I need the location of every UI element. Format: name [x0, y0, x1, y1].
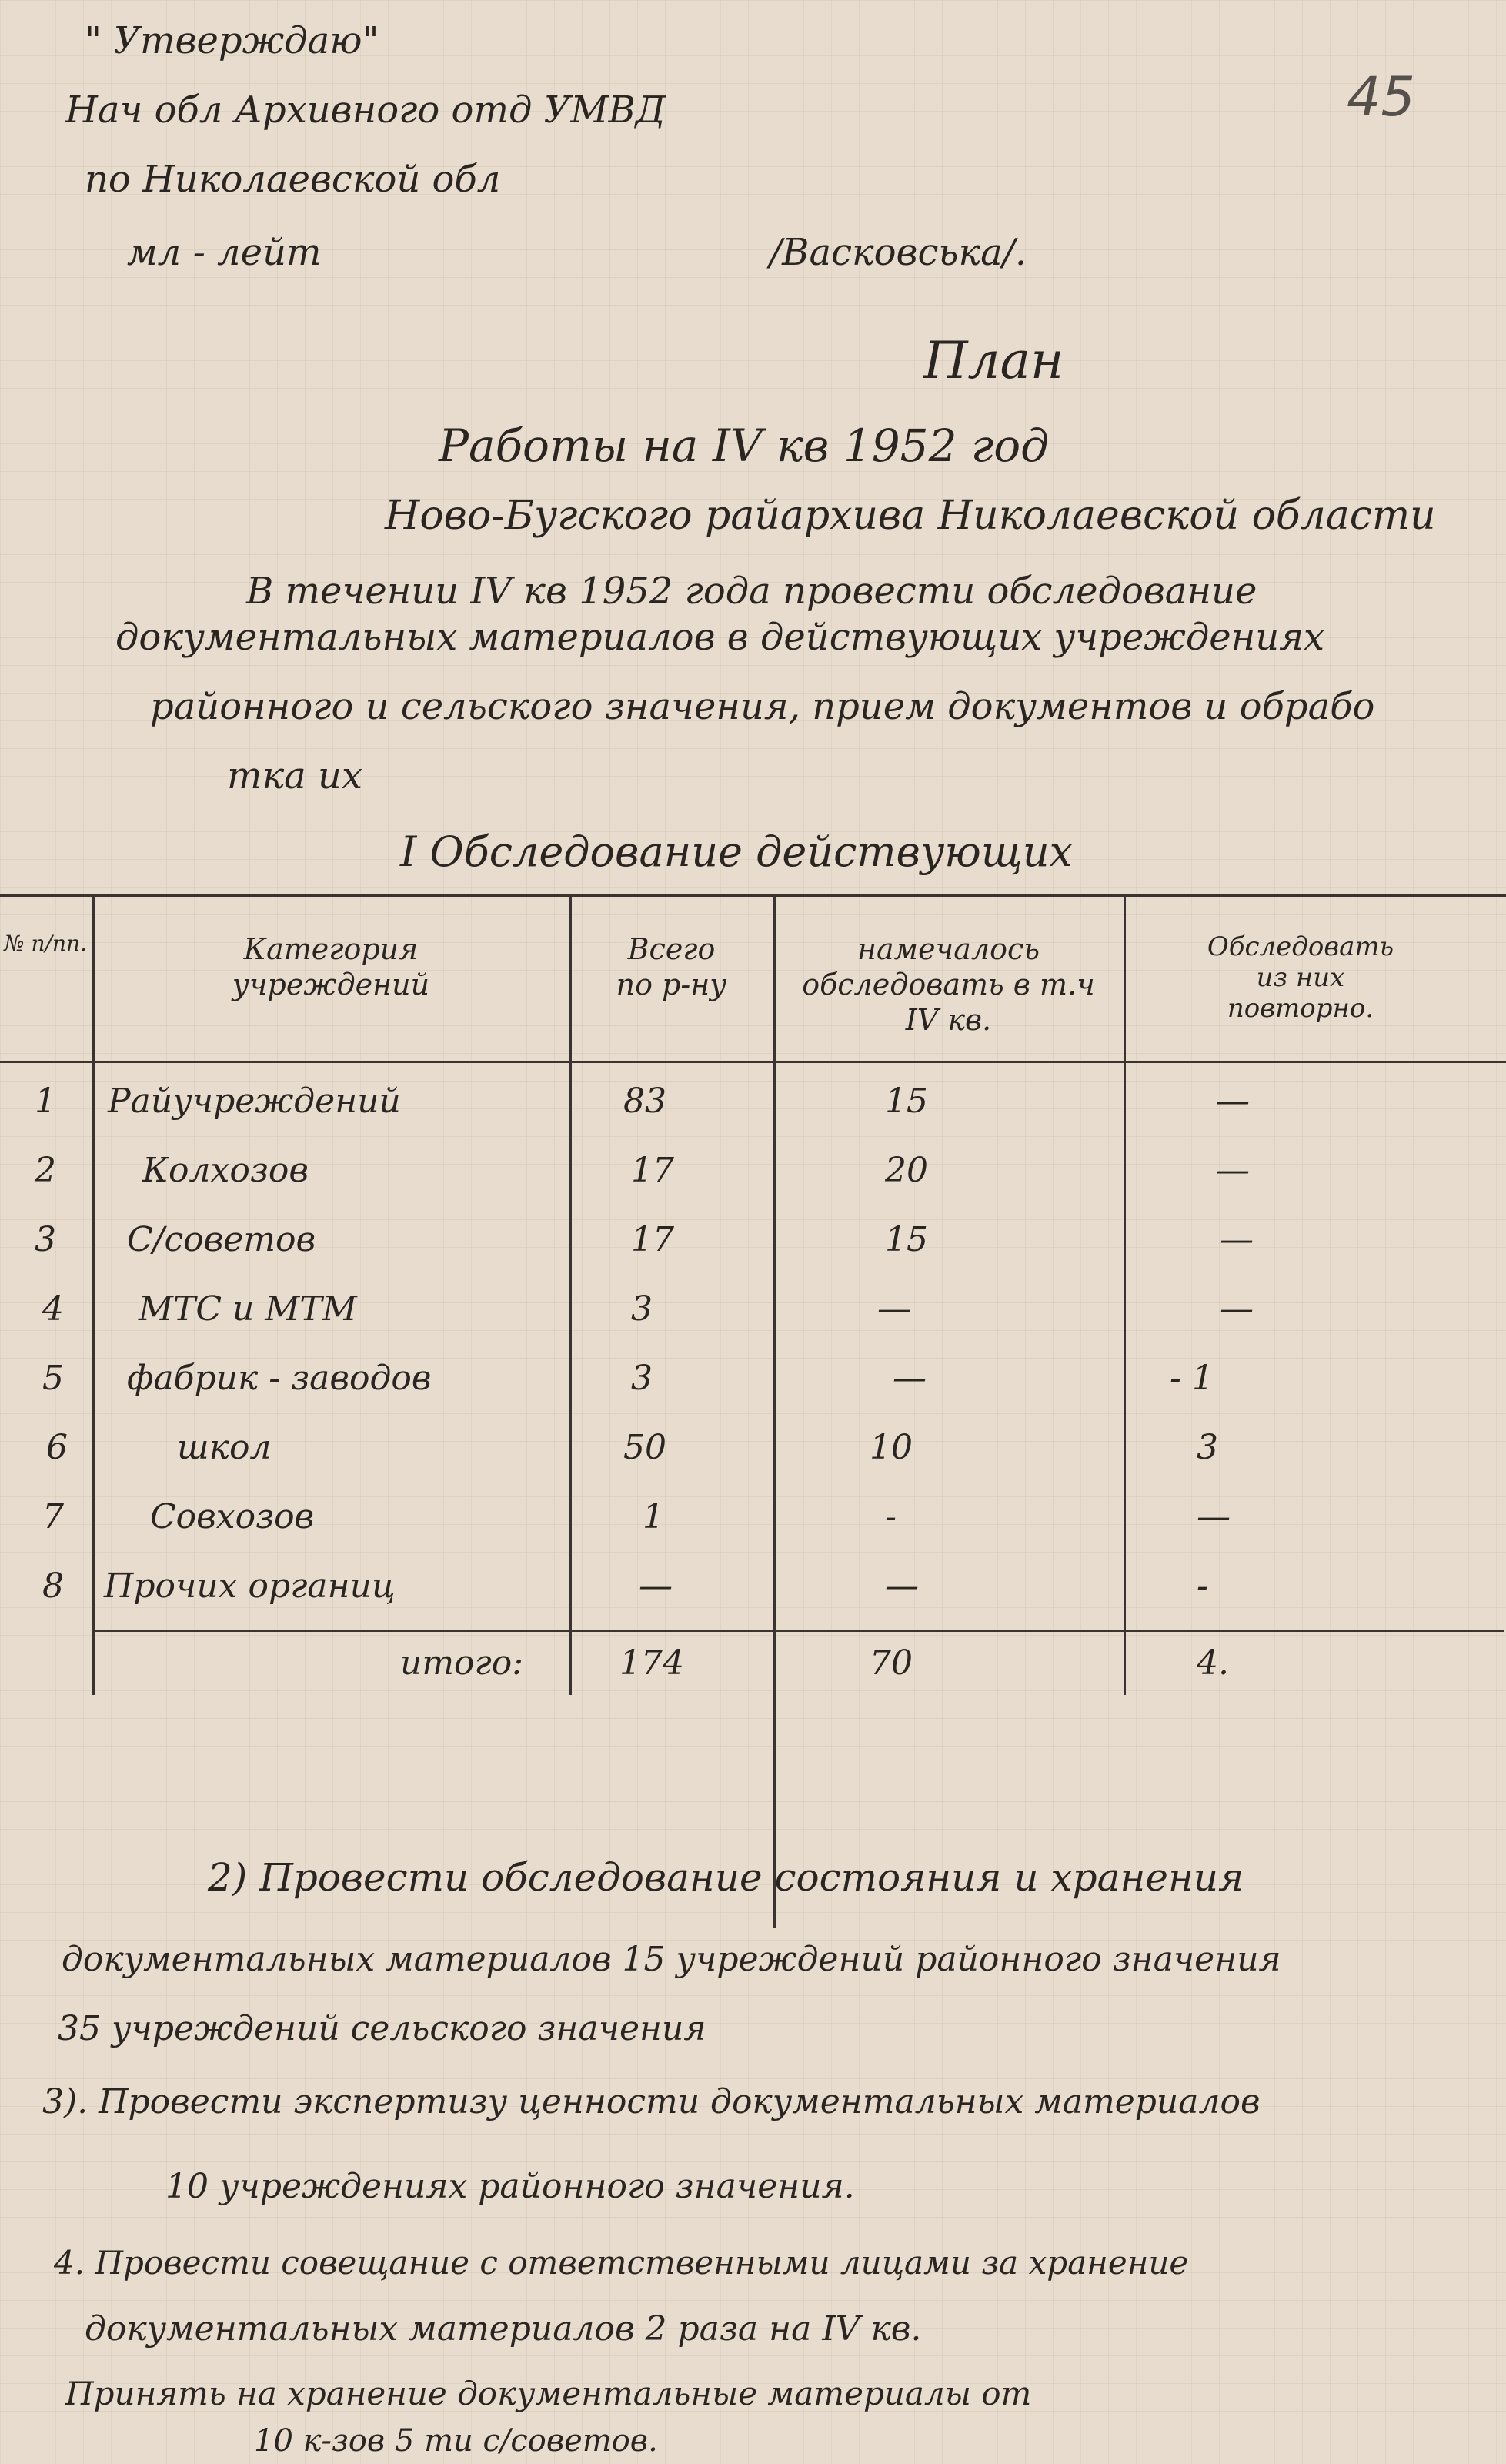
- row-4-category: МТС и МТМ: [139, 1289, 357, 1329]
- document-title: План: [923, 331, 1064, 390]
- row-8-planned: —: [885, 1566, 919, 1606]
- row-5-planned: —: [893, 1359, 927, 1398]
- item-2-line-3: 35 учреждений сельского значения: [58, 2009, 706, 2048]
- table-divider-4: [1124, 897, 1126, 1695]
- row-5-total: 3: [631, 1359, 653, 1398]
- row-1-total: 83: [623, 1082, 666, 1121]
- table-top-border: [0, 894, 1506, 897]
- item-2-line-1: 2) Провести обследование состояния и хранения: [208, 1855, 1244, 1900]
- item-3-line-2: 10 учреждениях районного значения.: [165, 2167, 855, 2206]
- item-2-line-2: документальных материалов 15 учреждений районного значения: [62, 1940, 1281, 1979]
- row-1-category: Райучреждений: [108, 1082, 401, 1121]
- item-4-line-2: документальных материалов 2 раза на IV кв.: [85, 2309, 922, 2349]
- header-number: № п/пп.: [4, 931, 87, 956]
- item-5-line-1: Принять на хранение документальные материалы от: [65, 2375, 1032, 2412]
- item-3-line-1: 3). Провести экспертизу ценности документальных материалов: [42, 2082, 1261, 2121]
- row-3-planned: 15: [885, 1220, 928, 1259]
- row-6-number: 6: [46, 1428, 68, 1467]
- approval-heading: " Утверждаю": [85, 19, 379, 62]
- approval-rank: мл - лейт: [127, 231, 322, 274]
- row-6-inspect: 3: [1197, 1428, 1218, 1467]
- row-8-inspect: -: [1197, 1566, 1208, 1606]
- page-number: 45: [1347, 65, 1416, 129]
- total-total: 174: [619, 1643, 684, 1683]
- row-2-number: 2: [35, 1151, 56, 1190]
- header-planned: намечалось обследовать в т.ч IV кв.: [802, 932, 1095, 1037]
- row-4-planned: —: [877, 1289, 911, 1329]
- row-8-category: Прочих органиц: [104, 1566, 396, 1606]
- row-5-number: 5: [42, 1359, 64, 1398]
- row-7-inspect: —: [1197, 1497, 1231, 1536]
- header-category: Категория учреждений: [232, 932, 430, 1001]
- item-5-line-2: 10 к-зов 5 ти с/советов.: [254, 2423, 658, 2459]
- row-8-total: —: [639, 1566, 673, 1606]
- row-3-inspect: —: [1220, 1220, 1254, 1259]
- row-6-planned: 10: [870, 1428, 913, 1467]
- approval-position: Нач обл Архивного отд УМВД: [65, 89, 666, 132]
- table-divider-2: [569, 897, 572, 1695]
- header-inspect: Обследовать из них повторно.: [1207, 931, 1394, 1024]
- row-6-total: 50: [623, 1428, 666, 1467]
- total-planned: 70: [870, 1643, 913, 1683]
- table-header-border: [0, 1061, 1506, 1063]
- row-3-number: 3: [35, 1220, 56, 1259]
- row-4-total: 3: [631, 1289, 653, 1329]
- approval-region: по Николаевской обл: [85, 158, 501, 201]
- table-total-border: [92, 1630, 1504, 1632]
- row-1-number: 1: [35, 1082, 56, 1121]
- section-1-heading: I Обследование действующих: [400, 827, 1074, 876]
- row-6-category: школ: [177, 1428, 272, 1467]
- row-7-category: Совхозов: [150, 1497, 315, 1536]
- table-divider-1: [92, 894, 95, 1695]
- row-1-planned: 15: [885, 1082, 928, 1121]
- total-inspect: 4.: [1197, 1643, 1229, 1683]
- row-4-inspect: —: [1220, 1289, 1254, 1329]
- row-1-inspect: —: [1216, 1082, 1250, 1121]
- row-2-planned: 20: [885, 1151, 928, 1190]
- intro-line-3: районного и сельского значения, прием документов и обрабо: [150, 685, 1375, 728]
- row-3-category: С/советов: [127, 1220, 316, 1259]
- table-divider-3: [773, 897, 776, 1928]
- document-subtitle: Работы на IV кв 1952 год: [439, 420, 1049, 472]
- row-3-total: 17: [631, 1220, 674, 1259]
- row-7-total: 1: [643, 1497, 664, 1536]
- row-2-inspect: —: [1216, 1151, 1250, 1190]
- intro-line-4: тка их: [227, 754, 363, 797]
- item-4-line-1: 4. Провести совещание с ответственными лицами за хранение: [54, 2244, 1189, 2282]
- row-5-category: фабрик - заводов: [127, 1359, 432, 1398]
- row-2-category: Колхозов: [142, 1151, 309, 1190]
- row-4-number: 4: [42, 1289, 64, 1329]
- row-8-number: 8: [42, 1566, 64, 1606]
- document-organization: Ново-Бугского райархива Николаевской области: [385, 493, 1436, 539]
- intro-line-1: В течении IV кв 1952 года провести обследование: [246, 570, 1257, 613]
- row-2-total: 17: [631, 1151, 674, 1190]
- intro-line-2: документальных материалов в действующих учреждениях: [115, 616, 1325, 659]
- header-total: Всего по р-ну: [616, 932, 727, 1001]
- row-5-inspect: - 1: [1170, 1359, 1214, 1398]
- row-7-number: 7: [42, 1497, 64, 1536]
- approval-signature-name: /Васковська/.: [770, 231, 1027, 274]
- total-label: итого:: [400, 1643, 524, 1683]
- row-7-planned: -: [885, 1497, 897, 1536]
